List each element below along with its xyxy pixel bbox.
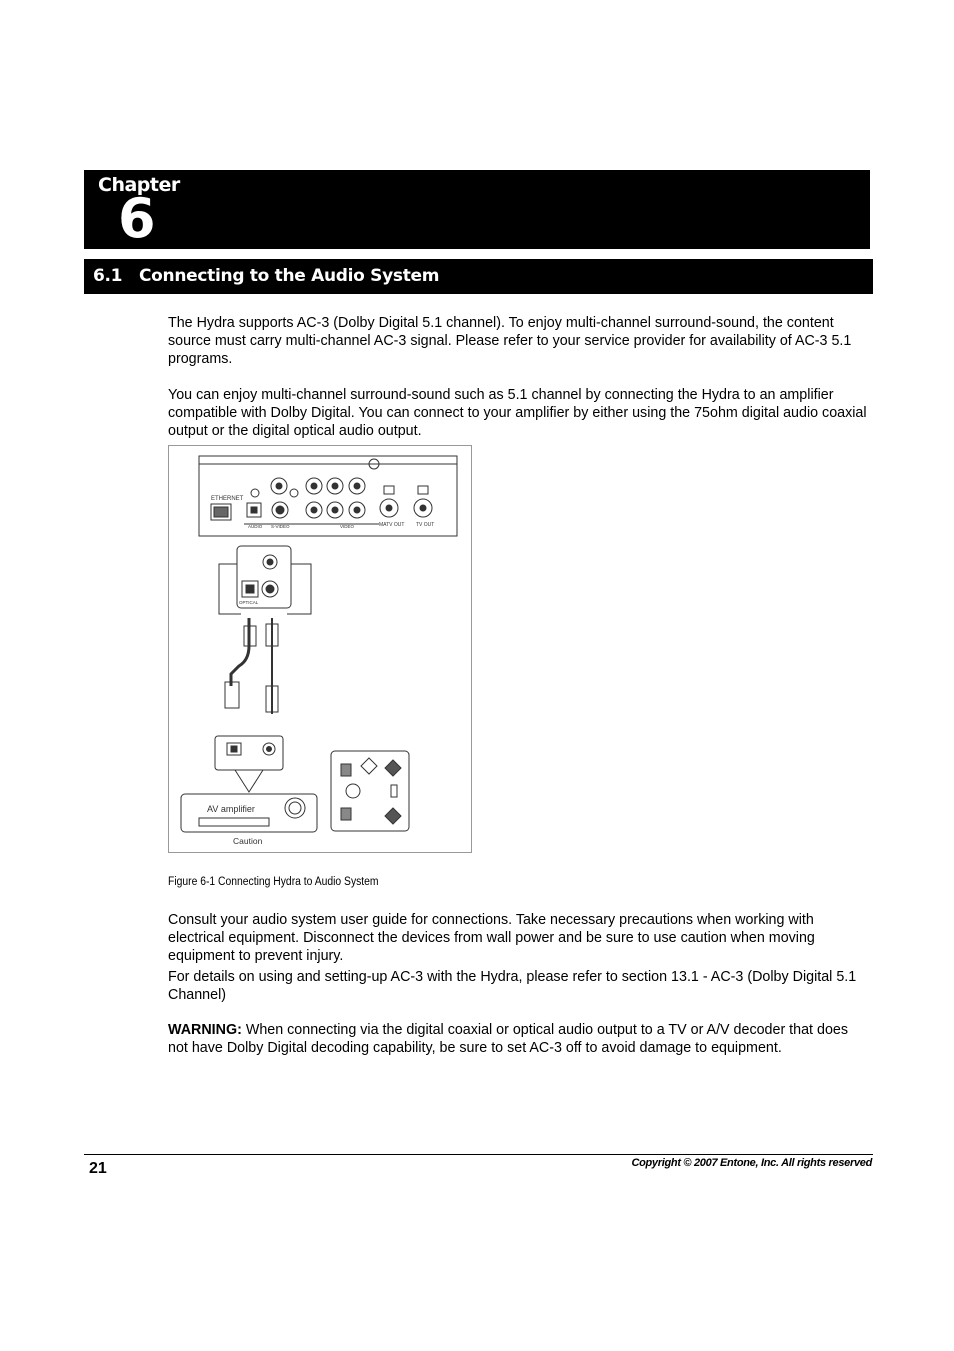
chapter-banner [84,170,870,249]
connection-diagram-drawing [169,446,473,854]
connection-paragraph: You can enjoy multi-channel surround-sound such as 5.1 channel by connecting the Hydra to an amplifier compatible with Dolby Digital. You can connect to your amplifier by either using the 75ohm digital audio coaxial output or the digital optical audio output. [168,387,867,439]
ethernet-label: ETHERNET [211,496,244,502]
zoom-callout [237,546,291,608]
section-heading [84,259,873,294]
ac3-reference-paragraph: For details on using and setting-up AC-3 with the Hydra, please refer to section 13.1 - AC-3 (Dolby Digital 5.1 Channel) [168,969,857,1003]
warning-label: WARNING: [168,1022,242,1038]
warning-paragraph [168,1021,868,1057]
matv-out-label: MATV OUT [379,522,405,528]
chapter-number: 6 [118,187,156,250]
chapter-label: Chapter [98,174,180,196]
copyright-notice: Copyright © 2007 Entone, Inc. All rights reserved [631,1157,872,1169]
svideo-port-label: S-VIDEO [271,524,290,529]
footer-rule [84,1154,873,1155]
video-port-label: VIDEO [340,524,355,529]
tv-out-label: TV OUT [416,522,435,528]
section-title: Connecting to the Audio System [139,266,440,286]
precautions-paragraph: Consult your audio system user guide for connections. Take necessary precautions when working with electrical equipment. Disconnect the devices from wall power and be sure to use caution when moving equipment to prevent injury. [168,912,815,964]
figure-caption: Figure 6-1 Connecting Hydra to Audio System [168,876,379,888]
intro-paragraph: The Hydra supports AC-3 (Dolby Digital 5.1 channel). To enjoy multi-channel surround-sound, the content source must carry multi-channel AC-3 signal. Please refer to your service provider for availability of AC-3 5.1 programs. [168,315,852,367]
section-number: 6.1 [93,266,123,286]
audio-port-label: AUDIO [248,524,263,529]
optical-port-label: OPTICAL [239,600,259,605]
av-amplifier-label: AV amplifier [207,804,255,814]
warning-text: When connecting via the digital coaxial or optical audio output to a TV or A/V decoder that does not have Dolby Digital decoding capability, be sure to set AC-3 off to avoid damage to equipment. [168,1022,849,1056]
connection-diagram [168,445,472,853]
page-number: 21 [89,1160,107,1177]
caution-label: Caution [233,836,263,846]
